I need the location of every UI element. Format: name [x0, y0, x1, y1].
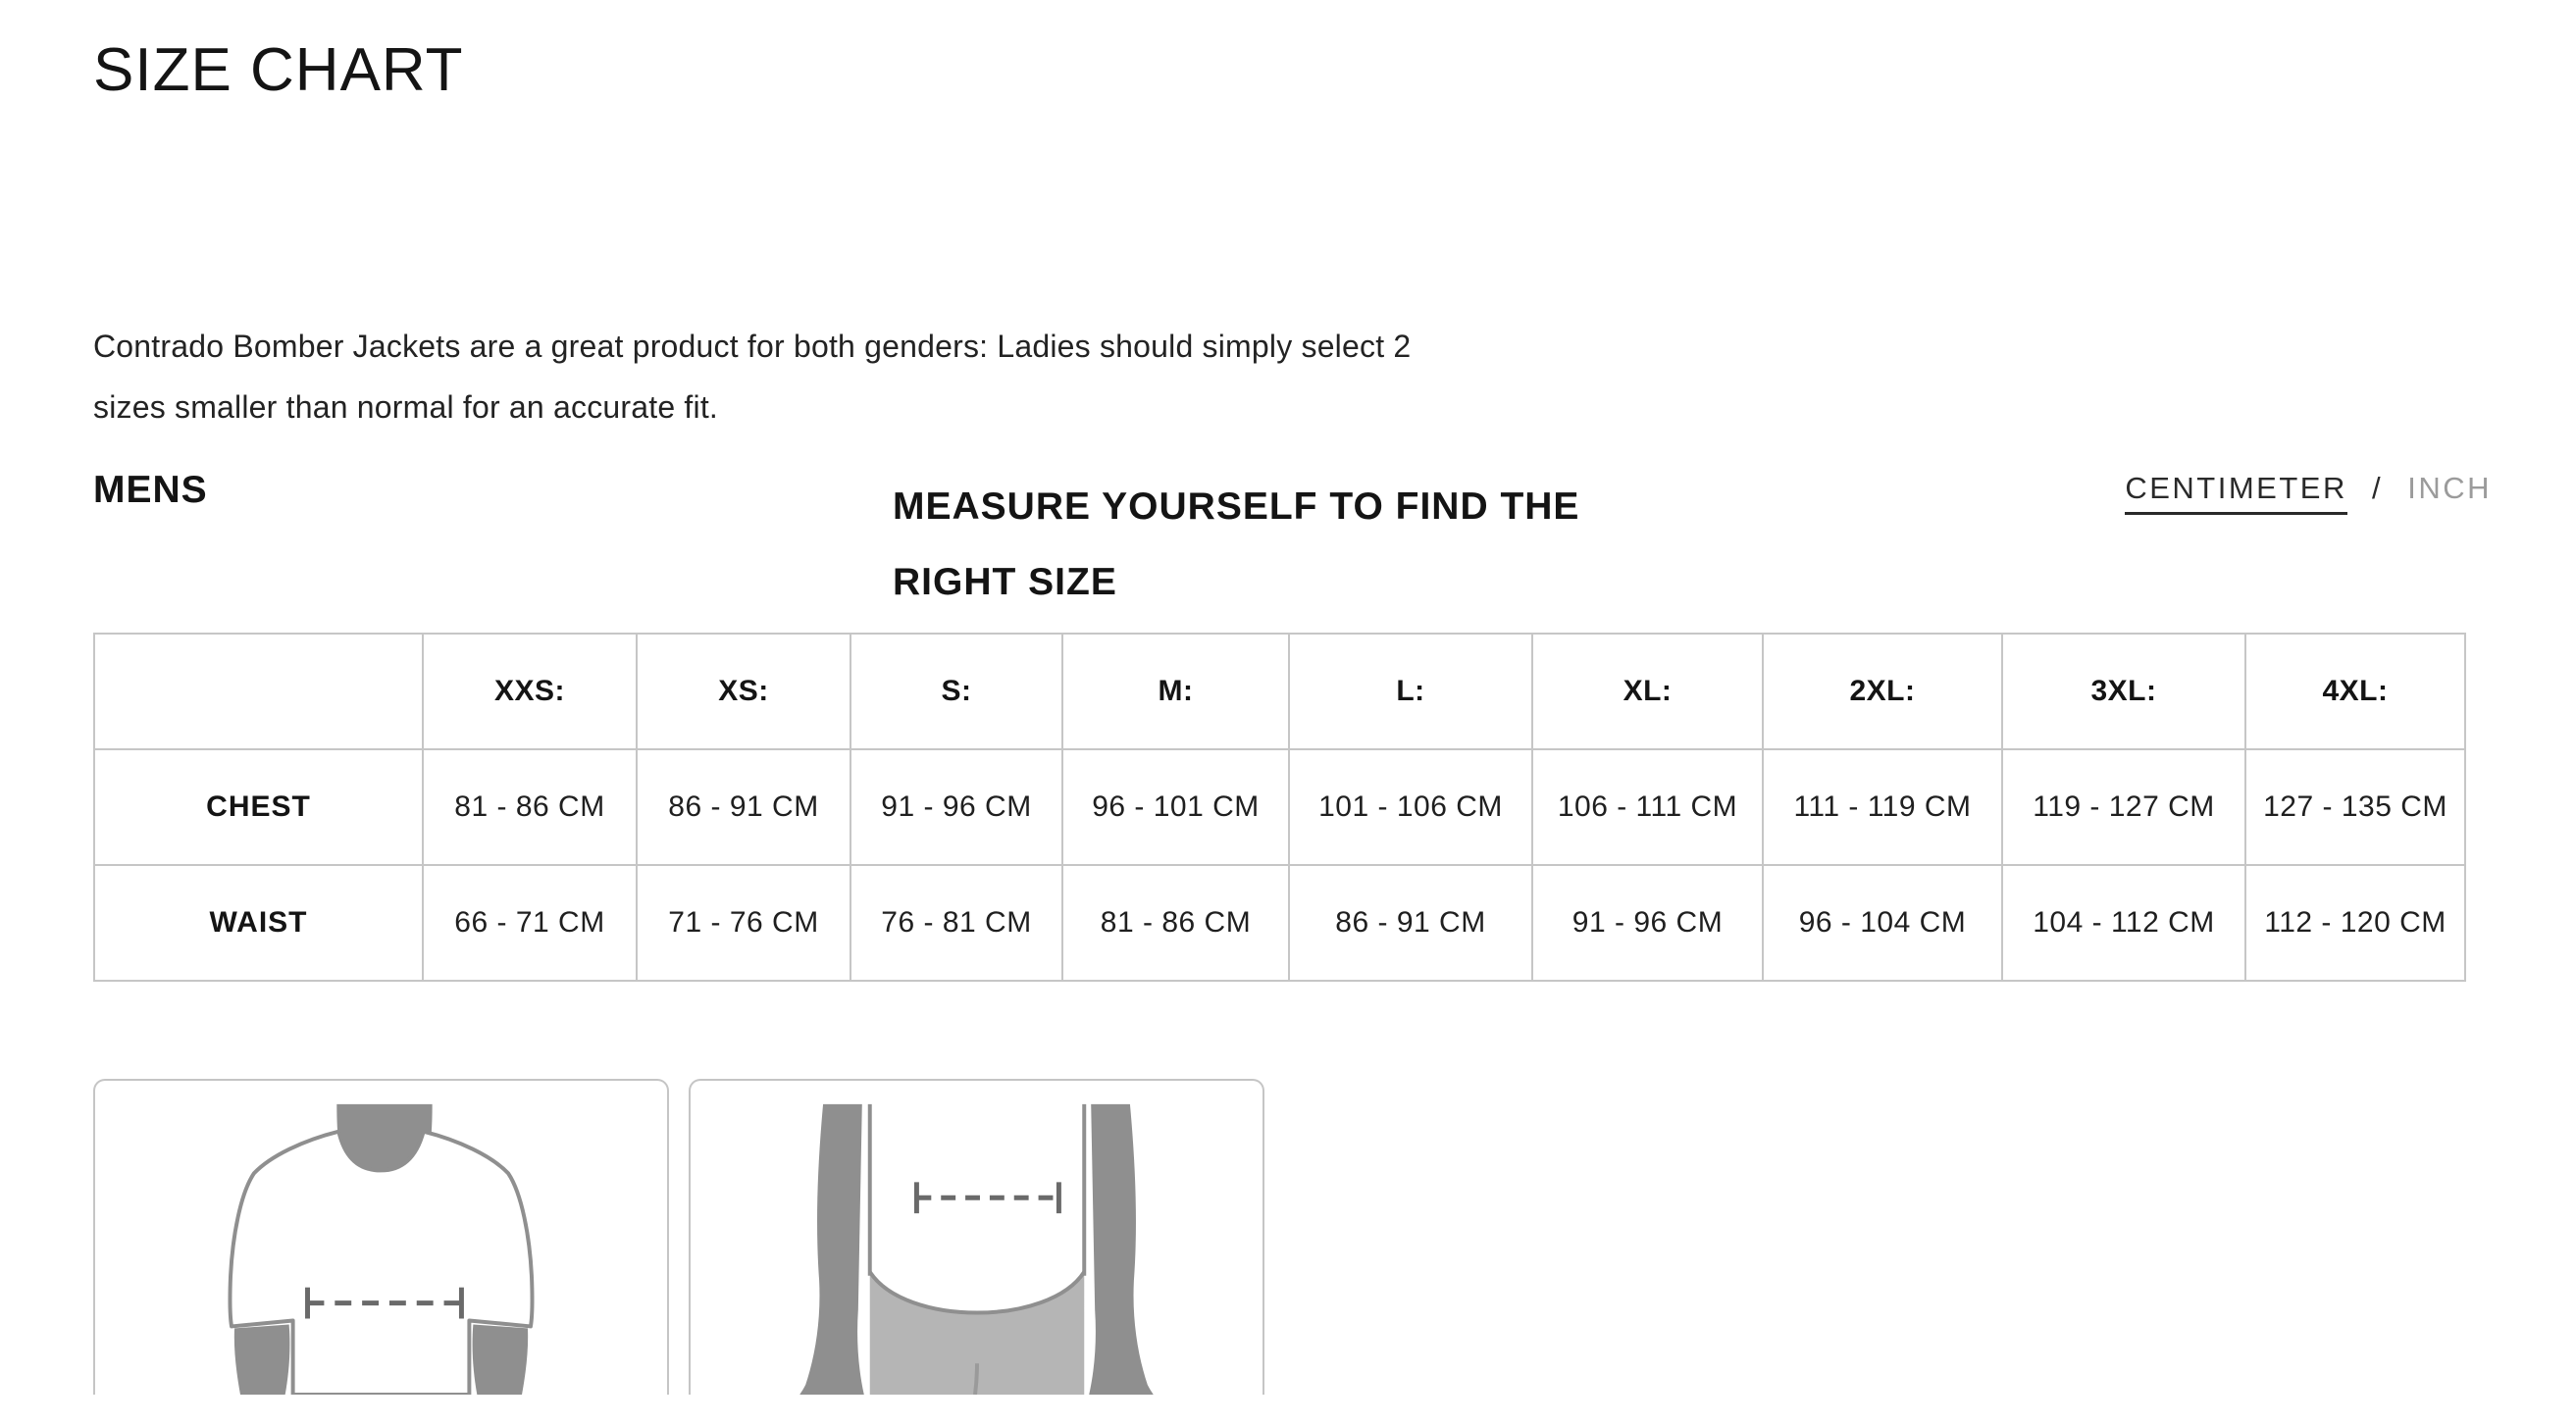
col-header-xxs: XXS: [423, 634, 637, 749]
col-header-2xl: 2XL: [1763, 634, 2002, 749]
inch-link[interactable]: INCH [2407, 471, 2492, 505]
measure-heading [893, 469, 1579, 620]
waist-measurement-illustration [691, 1081, 1262, 1395]
size-cell: 86 - 91 CM [1289, 865, 1532, 981]
row-label-chest: CHEST [94, 749, 423, 865]
waist-illustration-card [689, 1079, 1264, 1395]
corner-cell [94, 634, 423, 749]
unit-toggle [2125, 471, 2492, 506]
size-cell: 71 - 76 CM [637, 865, 850, 981]
col-header-xs: XS: [637, 634, 850, 749]
unit-separator: / [2371, 471, 2384, 505]
measure-heading-line-2: RIGHT SIZE [893, 561, 1117, 603]
size-cell: 119 - 127 CM [2002, 749, 2245, 865]
size-table-row [94, 749, 2465, 865]
chest-illustration-card [93, 1079, 669, 1395]
size-cell: 101 - 106 CM [1289, 749, 1532, 865]
size-table [93, 633, 2466, 982]
size-cell: 76 - 81 CM [850, 865, 1062, 981]
size-cell: 96 - 101 CM [1062, 749, 1289, 865]
centimeter-link[interactable]: CENTIMETER [2125, 471, 2347, 515]
col-header-l: L: [1289, 634, 1532, 749]
size-cell: 81 - 86 CM [423, 749, 637, 865]
size-cell: 66 - 71 CM [423, 865, 637, 981]
col-header-s: S: [850, 634, 1062, 749]
chest-measurement-illustration [95, 1081, 667, 1395]
measure-heading-line-1: MEASURE YOURSELF TO FIND THE [893, 485, 1580, 528]
gender-heading: MENS [93, 469, 208, 511]
size-cell: 112 - 120 CM [2245, 865, 2465, 981]
intro-paragraph [93, 316, 1411, 437]
intro-line-1: Contrado Bomber Jackets are a great product for both genders: Ladies should simply select 2 [93, 329, 1412, 364]
col-header-xl: XL: [1532, 634, 1763, 749]
size-cell: 104 - 112 CM [2002, 865, 2245, 981]
col-header-4xl: 4XL: [2245, 634, 2465, 749]
page-title: SIZE CHART [93, 36, 464, 104]
size-cell: 96 - 104 CM [1763, 865, 2002, 981]
intro-line-2: sizes smaller than normal for an accurate fit. [93, 389, 719, 425]
size-cell: 91 - 96 CM [850, 749, 1062, 865]
col-header-m: M: [1062, 634, 1289, 749]
col-header-3xl: 3XL: [2002, 634, 2245, 749]
row-label-waist: WAIST [94, 865, 423, 981]
waist-dashed-measure-line [916, 1182, 1058, 1213]
size-cell: 111 - 119 CM [1763, 749, 2002, 865]
size-cell: 86 - 91 CM [637, 749, 850, 865]
size-table-header-row [94, 634, 2465, 749]
size-cell: 81 - 86 CM [1062, 865, 1289, 981]
size-cell: 91 - 96 CM [1532, 865, 1763, 981]
size-cell: 106 - 111 CM [1532, 749, 1763, 865]
size-cell: 127 - 135 CM [2245, 749, 2465, 865]
size-table-row [94, 865, 2465, 981]
